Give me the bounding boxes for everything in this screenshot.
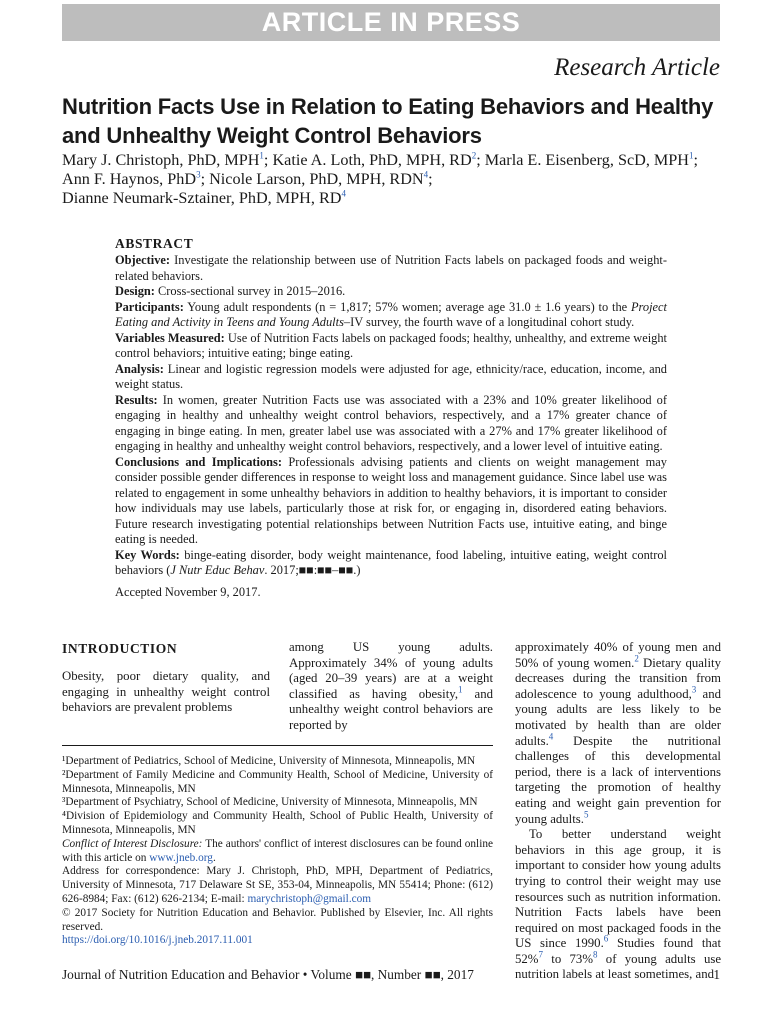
article-type-label: Research Article	[554, 54, 720, 81]
journal-footer: Journal of Nutrition Education and Behavior • Volume ■■, Number ■■, 2017	[62, 967, 474, 982]
affiliation-footnote: ⁴Division of Epidemiology and Community Health, School of Public Health, University of Minnesota, Minneapolis, MN	[62, 810, 493, 836]
conclusions-text: Professionals advising patients and clients on weight management may consider possible gender differences in response to weight loss and management guidance. Since label use was related to engagement in some unhealthy behaviors in addition to healthy behaviors, it is important to consider how individuals may use labels, particularly those at risk for, or engaging in, disordered eating behaviors. Future research investigating potential relationships between Nutrition Facts use, intuitive eating, and binge eating is needed.	[115, 454, 667, 546]
design-label: Design:	[115, 284, 155, 298]
abstract-analysis	[115, 362, 667, 393]
body-text: To better understand weight behaviors in this age group, it is important to consider how young adults trying to control their weight may use resources such as nutrition information. Nutrition Facts labels have been required on most packaged foods in the US since 1990.	[515, 827, 721, 951]
accepted-date: Accepted November 9, 2017.	[115, 584, 261, 599]
author-name: Ann F. Haynos, PhD	[62, 170, 197, 188]
citation-text: . 2017;■■:■■–■■.)	[264, 563, 361, 577]
citation-ref[interactable]: 2	[634, 653, 639, 664]
keywords-label: Key Words:	[115, 547, 180, 562]
author-list	[62, 151, 722, 208]
body-text: Studies found that 52%	[515, 936, 722, 966]
affiliation-marker[interactable]: 1	[259, 150, 264, 161]
intro-paragraph	[289, 640, 493, 734]
copyright-notice: © 2017 Society for Nutrition Education and Behavior. Published by Elsevier, Inc. All rights reserved.	[62, 906, 493, 933]
participants-text-end: –IV survey, the fourth wave of a longitudinal cohort study.	[343, 315, 635, 329]
abstract-objective	[115, 253, 667, 284]
address-text: Address for correspondence: Mary J. Christoph, PhD, MPH, Department of Pediatrics, University of Minnesota, 717 Delaware St SE, 353-04, Minneapolis, MN 55414; Phone: (612) 626-8984; Fax: (612) 626-2134; E-mail:	[62, 865, 493, 905]
article-in-press-banner: ARTICLE IN PRESS	[62, 4, 720, 41]
author-name: Katie A. Loth, PhD, MPH, RD	[272, 151, 472, 169]
affiliation-marker[interactable]: 1	[689, 150, 694, 161]
author-separator: ;	[693, 151, 698, 169]
author-separator: ;	[428, 170, 433, 188]
abstract-variables	[115, 331, 667, 362]
variables-text: Use of Nutrition Facts labels on packaged foods; healthy, unhealthy, and extreme weight control behaviors; intuitive eating; binge eating.	[115, 330, 667, 360]
citation-ref[interactable]: 3	[691, 684, 697, 695]
citation-ref[interactable]: 8	[593, 949, 598, 960]
intro-column-1	[62, 640, 270, 716]
author-separator: ;	[200, 170, 210, 188]
body-text: Despite the nutritional challenges of this developmental period, there is a lack of interventions targeting the promotion of healthy eating and weight gain prevention for young adults.	[515, 733, 721, 826]
abstract-section	[115, 236, 667, 600]
body-text: of young adults use nutrition labels at least sometimes, and	[515, 951, 722, 982]
objective-text: Investigate the relationship between use of Nutrition Facts labels on packaged foods and weight-related behaviors.	[115, 253, 667, 283]
body-text: to 73%	[542, 951, 593, 966]
author-separator: ;	[263, 151, 273, 169]
body-text: Dietary quality decreases during the transition from adolescence to young adulthood,	[515, 655, 721, 701]
author-name: Mary J. Christoph, PhD, MPH	[62, 151, 260, 169]
affiliation-footnote: ²Department of Family Medicine and Community Health, School of Medicine, University of Minnesota, Minneapolis, MN	[62, 768, 493, 795]
analysis-text: Linear and logistic regression models were adjusted for age, ethnicity/race, education, income, and weight status.	[115, 361, 667, 391]
abstract-design	[115, 284, 667, 300]
affiliation-marker[interactable]: 3	[196, 169, 201, 180]
participants-text: Young adult respondents (n = 1,817; 57% women; average age 31.0 ± 1.6 years) to the	[183, 299, 631, 314]
results-text: In women, greater Nutrition Facts use was associated with a 23% and 10% greater likelihood of engaging in healthy and unhealthy weight control behaviors, respectively, and a 17% greater chance of engaging in binge eating. In men, greater label use was associated with a 27% and 17% greater likelihood of engaging in healthy and unhealthy weight control behaviors, respectively, and a lower level of intuitive eating.	[115, 392, 667, 453]
author-separator: ;	[476, 151, 485, 169]
results-label: Results:	[115, 392, 158, 407]
author-name: Nicole Larson, PhD, MPH, RDN	[209, 170, 424, 188]
journal-abbrev: J Nutr Educ Behav	[170, 563, 265, 577]
footnote-divider	[62, 745, 493, 746]
body-text: among US young adults. Approximately 34% of young adults (aged 20–39 years) are at a weight classified as having obesity,	[289, 640, 493, 701]
conflict-text: The authors' conflict of interest disclosures can be found online with this article on	[62, 837, 493, 864]
abstract-participants	[115, 300, 667, 331]
page-footer	[62, 967, 720, 983]
journal-website-link[interactable]: www.jneb.org	[149, 851, 213, 864]
correspondence-address	[62, 865, 493, 906]
email-link[interactable]: marychristoph@gmail.com	[247, 892, 372, 905]
conclusions-label: Conclusions and Implications:	[115, 454, 282, 469]
body-text: and young adults are less likely to be motivated by health than are older adults.	[515, 686, 721, 748]
doi-link[interactable]: https://doi.org/10.1016/j.jneb.2017.11.001	[62, 934, 253, 947]
affiliation-marker[interactable]: 4	[341, 188, 346, 199]
body-text: approximately 40% of young men and 50% of young women.	[515, 640, 721, 670]
introduction-heading: INTRODUCTION	[62, 641, 178, 656]
intro-paragraph: Obesity, poor dietary quality, and engaging in unhealthy weight control behaviors are prevalent problems	[62, 669, 270, 715]
citation-ref[interactable]: 6	[603, 934, 609, 945]
article-title: Nutrition Facts Use in Relation to Eating Behaviors and Healthy and Unhealthy Weight Control Behaviors	[62, 94, 714, 148]
abstract-results	[115, 393, 667, 455]
affiliation-marker[interactable]: 2	[471, 150, 477, 161]
abstract-keywords	[115, 548, 667, 579]
affiliation-marker[interactable]: 4	[423, 169, 429, 180]
intro-paragraph	[515, 640, 721, 827]
author-name: Dianne Neumark-Sztainer, PhD, MPH, RD	[62, 189, 342, 207]
author-name: Marla E. Eisenberg, ScD, MPH	[484, 151, 689, 169]
intro-column-2	[289, 640, 493, 734]
variables-label: Variables Measured:	[115, 330, 225, 345]
body-text: and unhealthy weight control behaviors are reported by	[289, 686, 493, 732]
citation-ref[interactable]: 5	[583, 809, 589, 820]
keywords-text: binge-eating disorder, body weight maintenance, food labeling, intuitive eating, weight control behaviors (	[115, 547, 667, 577]
analysis-label: Analysis:	[115, 361, 164, 376]
intro-column-3	[515, 640, 721, 983]
intro-paragraph	[515, 827, 721, 983]
citation-ref[interactable]: 1	[458, 684, 463, 695]
conflict-label: Conflict of Interest Disclosure:	[62, 837, 203, 850]
conflict-disclosure	[62, 838, 493, 866]
page-number: 1	[713, 967, 720, 982]
citation-ref[interactable]: 4	[548, 731, 554, 742]
design-text: Cross-sectional survey in 2015–2016.	[154, 284, 346, 298]
citation-ref[interactable]: 7	[538, 949, 543, 960]
conflict-end: .	[212, 851, 216, 864]
affiliation-footnote: ¹Department of Pediatrics, School of Medicine, University of Minnesota, Minneapolis, MN	[62, 755, 476, 767]
objective-label: Objective:	[115, 253, 171, 267]
study-name: Project Eating and Activity in Teens and Young Adults	[115, 299, 667, 329]
participants-label: Participants:	[115, 299, 184, 314]
abstract-conclusions	[115, 455, 667, 548]
abstract-heading: ABSTRACT	[115, 236, 194, 251]
footnotes-section	[62, 755, 493, 948]
affiliation-footnote: ³Department of Psychiatry, School of Medicine, University of Minnesota, Minneapolis, MN	[62, 796, 478, 809]
